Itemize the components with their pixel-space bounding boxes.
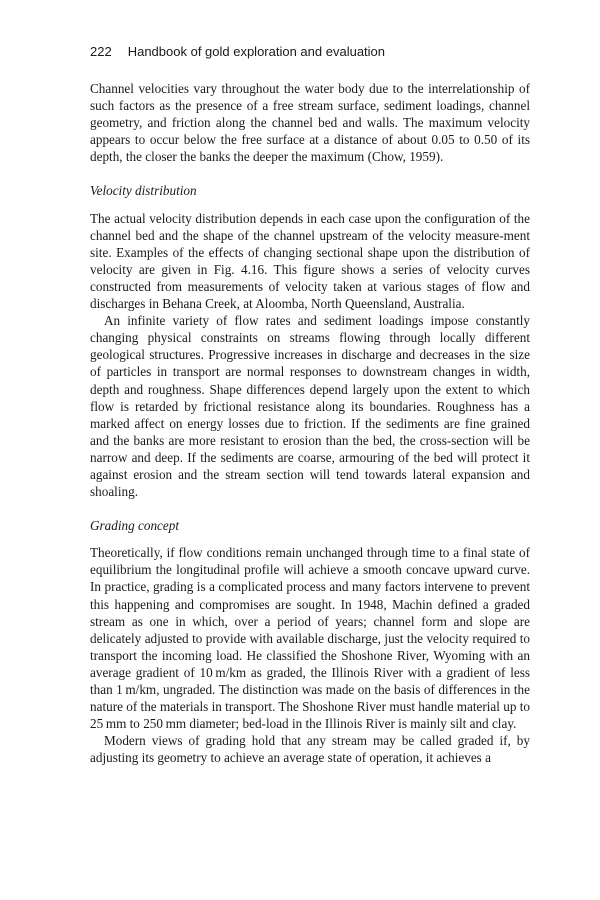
running-head bbox=[90, 44, 530, 60]
paragraph-channel-velocities: Channel velocities vary throughout the water body due to the interrelationship of such factors as the presence of a free stream surface, sediment loadings, channel geometry, and friction along the channel bed and walls. The maximum velocity appears to occur below the free surface at a distance of about 0.05 to 0.50 of its depth, the closer the banks the deeper the maximum (Chow, 1959). bbox=[90, 81, 530, 165]
spacer bbox=[90, 200, 530, 210]
spacer bbox=[90, 534, 530, 544]
book-title: Handbook of gold exploration and evaluation bbox=[127, 44, 386, 59]
paragraph-flow-rates: An infinite variety of flow rates and sediment loadings impose constantly changing physical constraints on streams flowing through locally different geological structures. Progressive increases in discharge and decreases in the size of particles in transport are normal responses to downstream changes in width, depth and roughness. Shape differences depend largely upon the extent to which flow is retarded by frictional resistance along its boundaries. Roughness has a marked affect on energy losses due to friction. If the sediments are fine grained and the banks are more resistant to erosion than the bed, the cross-section will be narrow and deep. If the sediments are coarse, armouring of the bed will protect it against erosion and the stream section will tend towards lateral expansion and shoaling. bbox=[90, 313, 530, 500]
spacer bbox=[90, 165, 530, 182]
heading-grading-concept: Grading concept bbox=[90, 518, 179, 534]
page-number: 222 bbox=[90, 44, 112, 59]
paragraph-modern-views: Modern views of grading hold that any stream may be called graded if, by adjusting its geometry to achieve an average state of operation, it achieves a bbox=[90, 733, 530, 766]
paragraph-grading-theory: Theoretically, if flow conditions remain unchanged through time to a final state of equilibrium the longitudinal profile will achieve a smooth concave upward curve. In practice, grading is a complicated process and many factors intervene to prevent this happening and compromises are sought. In 1948, Machin defined a graded stream as one in which, over a period of years; channel form and slope are delicately adjusted to provide with available discharge, just the velocity required to transport the incoming load. He classified the Shoshone River, Wyoming with an average gradient of 10 m/km as graded, the Illinois River with a gradient of less than 1 m/km, ungraded. The distinction was made on the basis of differences in the nature of the materials in transport. The Shoshone River must handle material up to 25 mm to 250 mm diameter; bed-load in the Illinois River is mainly silt and clay. bbox=[90, 545, 530, 732]
paragraph-velocity-distribution: The actual velocity distribution depends in each case upon the configuration of the channel bed and the shape of the channel upstream of the velocity measure-ment site. Examples of the effects of changing sectional shape upon the distribution of velocity are given in Fig. 4.16. This figure shows a series of velocity curves constructed from measurements of velocity taken at various stages of flow and discharges in Behana Creek, at Aloomba, North Queensland, Australia. bbox=[90, 210, 530, 312]
heading-velocity-distribution: Velocity distribution bbox=[90, 183, 197, 199]
spacer bbox=[90, 500, 530, 517]
body-text bbox=[90, 80, 530, 766]
